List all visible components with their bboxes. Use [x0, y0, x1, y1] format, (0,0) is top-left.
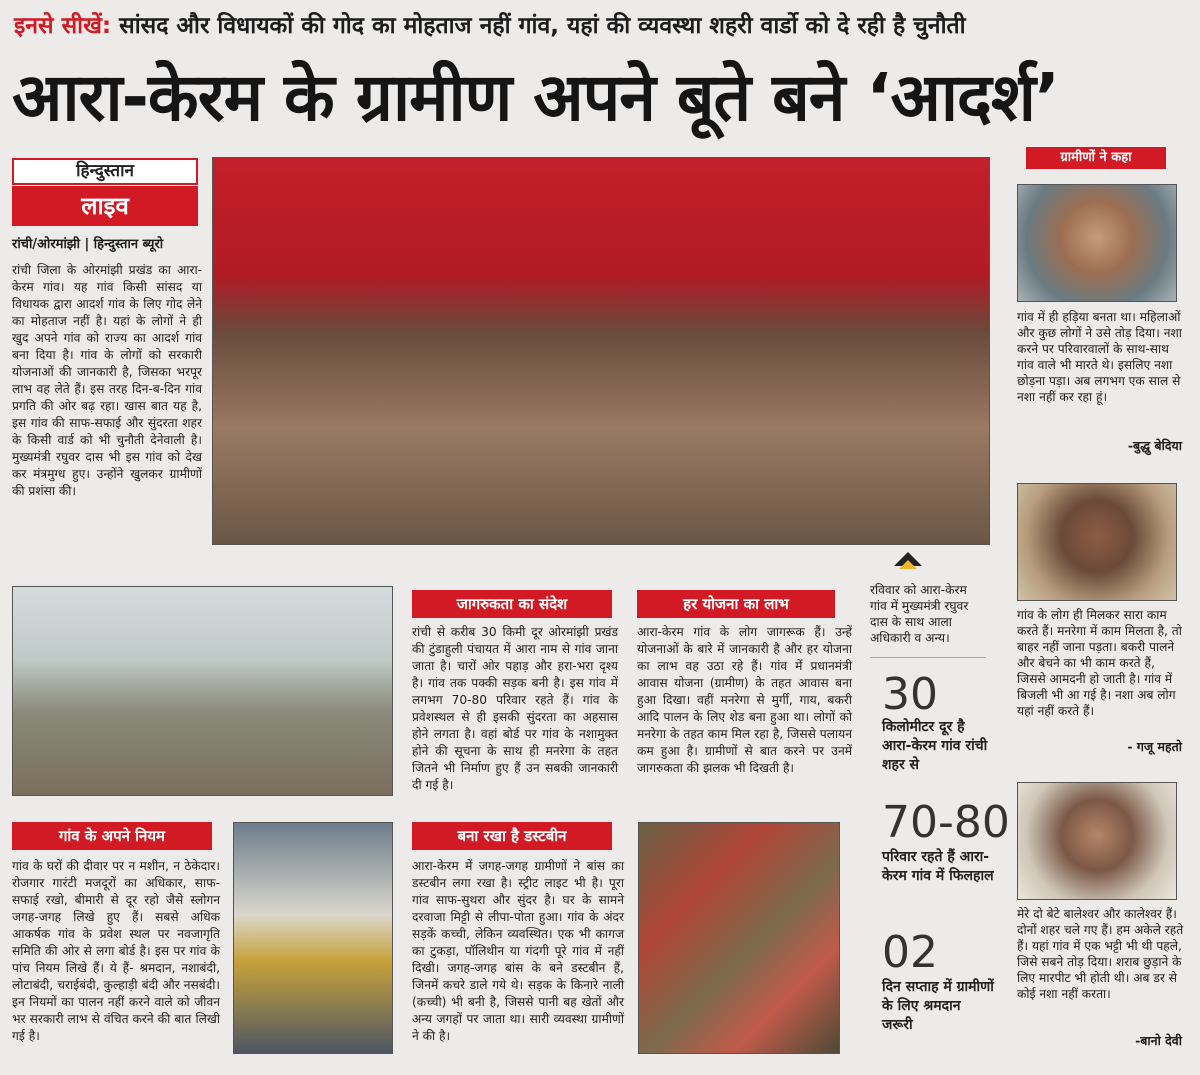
- villager-photo: [1017, 483, 1177, 601]
- main-photo: [212, 157, 990, 545]
- shop-photo: [233, 822, 393, 1054]
- headline: आरा-केरम के ग्रामीण अपने बूते बने ‘आदर्श’: [12, 59, 1059, 136]
- kicker: [14, 8, 966, 40]
- sidebar-title: ग्रामीणों ने कहा: [1026, 147, 1166, 169]
- section-body-niyam: गांव के घरों की दीवार पर न मशीन, न ठेकेदार। रोजगार गारंटी मजदूरों का अधिकार, साफ-सफाई रखो, बीमारी से दूर रहो जैसे स्लोगन जगह-जगह लिखे हुए हैं। सबसे अधिक आकर्षक गांव के प्रवेश स्थल पर नवजागृति समिति की ओर से लगा बोर्ड है। इस पर गांव के पांच नियम लिखे हैं। ये हैं- श्रमदान, नशाबंदी, लोटाबंदी, चराईबंदी, कुल्हाड़ी बंदी और नसबंदी। इन नियमों का पालन नहीं करने वाले को जीवन भर सरकारी लाभ से वंचित करने की बात लिखी गई है।: [12, 859, 220, 1043]
- fact-text: दिन सप्ताह में ग्रामीणों के लिए श्रमदान जरूरी: [882, 979, 994, 1033]
- brand-bottom: लाइव: [12, 186, 198, 226]
- section-title-yojana: हर योजना का लाभ: [637, 590, 835, 618]
- fact-number: 02: [882, 927, 938, 978]
- villager-name: -बानो देवी: [1135, 1033, 1182, 1048]
- villager-name: -बुद्धु बेदिया: [1127, 438, 1182, 453]
- brand-top: हिन्दुस्तान: [12, 158, 198, 185]
- fact-number: 30: [882, 669, 938, 720]
- villager-name: - गजू महतो: [1127, 739, 1182, 754]
- villager-quote: गांव के लोग ही मिलकर सारा काम करते हैं। मनरेगा में काम मिलता है, तो बाहर नहीं जाना पड़ता। बकरी पालने और बेचने का भी काम करते हैं, जिससे आमदनी हो जाती है। गांव में बिजली भी आ गई है। नशा अब लोग यहां नहीं करते हैं।: [1017, 608, 1182, 718]
- villager-quote: मेरे दो बेटे बालेश्वर और कालेश्वर हैं। दोनों शहर चले गए हैं। हम अकेले रहते हैं। यहां गांव में एक भट्टी भी थी पहले, जिसे सबने तोड़ दिया। शराब छुड़ाने के लिए मारपीट भी होती थी। अब डर से कोई नशा नहीं करता।: [1017, 907, 1184, 1001]
- kicker-label: इनसे सीखें:: [14, 13, 112, 39]
- kicker-text: सांसद और विधायकों की गोद का मोहताज नहीं गांव, यहां की व्यवस्था शहरी वार्डो को दे रही है चुनौती: [119, 13, 966, 39]
- section-title-jagrukta: जागरुकता का संदेश: [412, 590, 612, 618]
- fact-text: किलोमीटर दूर है आरा-केरम गांव रांची शहर से: [882, 719, 988, 773]
- divider: [870, 657, 986, 658]
- dustbin-photo: [638, 822, 840, 1054]
- section-body-yojana: आरा-केरम गांव के लोग जागरूक हैं। उन्हें योजनाओं के बारे में जानकारी है और हर योजना का लाभ वह उठा रहे हैं। गांव में प्रधानमंत्री आवास योजना (ग्रामीण) के तहत आवास बना हुआ दिखा। वहीं मनरेगा से मुर्गी, गाय, बकरी आदि पालन के लिए शेड बना हुआ था। लोगों को मनरेगा के तहत काम मिल रहा है, जिससे पलायन कम हुआ है। ग्रामीणों से बात करने पर उनमें जागरुकता की झलक भी दिखती है।: [637, 625, 852, 775]
- village-photo: [12, 586, 393, 796]
- main-photo-caption: रविवार को आरा-केरम गांव में मुख्यमंत्री रघुवर दास के साथ आला अधिकारी व अन्य।: [870, 583, 969, 645]
- section-title-niyam: गांव के अपने नियम: [12, 822, 212, 850]
- villager-photo: [1017, 782, 1177, 900]
- intro-text: रांची जिला के ओरमांझी प्रखंड का आरा-केरम गांव। यह गांव किसी सांसद या विधायक द्वारा आदर्श गांव के लिए गोद लेने का मोहताज नहीं है। यहां के लोगों ने ही खुद अपने गांव को राज्य का आदर्श गांव बना दिया है। गांव के लोगों को सरकारी योजनाओं की जानकारी है, जिसका भरपूर लाभ वह लेते हैं। इस तरह दिन-ब-दिन गांव प्रगति की ओर बढ़ रहा। खास बात यह है, इस गांव की साफ-सफाई और सुंदरता शहर के किसी वार्ड को भी चुनौती देनेवाली है। मुख्यमंत्री रघुवर दास भी इस गांव को देख कर मंत्रमुग्ध हुए। उन्होंने खुलकर ग्रामीणों की प्रशंसा की।: [12, 263, 202, 498]
- fact-text: परिवार रहते हैं आरा-केरम गांव में फिलहाल: [882, 849, 994, 884]
- section-body-dustbin: आरा-केरम में जगह-जगह ग्रामीणों ने बांस का डस्टबीन लगा रखा है। स्ट्रीट लाइट भी है। पूरा गांव साफ-सुथरा और सुंदर है। घर के सामने दरवाजा मिट्टी से लीपा-पोता हुआ। गांव के अंदर सड़कें कच्ची, लेकिन व्यवस्थित। एक भी कागज का टुकड़ा, पॉलिथीन या गंदगी पूरे गांव में नहीं दिखी। जगह-जगह बांस के बने डस्टबीन हैं, जिनमें कचरे डाले गये थे। सड़क के किनारे नाली (कच्ची) भी बनी है, जिससे पानी बह खेतों और अन्य जगहों पर जाता था। सारी व्यवस्था ग्रामीणों ने की है।: [412, 859, 624, 1043]
- fact-number: 70-80: [882, 797, 1010, 848]
- caption-arrow-accent-icon: [899, 560, 917, 569]
- villager-photo: [1017, 184, 1177, 302]
- villager-quote: गांव में ही हड़िया बनता था। महिलाओं और कुछ लोगों ने उसे तोड़ दिया। नशा करने पर परिवारवालों के साथ-साथ गांव वाले भी मारते थे। इसलिए नशा छोड़ना पड़ा। अब लगभग एक साल से नशा नहीं कर रहा हूं।: [1017, 310, 1182, 404]
- dateline: रांची/ओरमांझी | हिन्दुस्तान ब्यूरो: [12, 237, 164, 252]
- section-body-jagrukta: रांची से करीब 30 किमी दूर ओरमांझी प्रखंड की टुंडाहुली पंचायत में आरा नाम से गांव जाना जाता है। चारों ओर पहाड़ और हरा-भरा दृश्य है। गांव तक पक्की सड़क बनी है। इस गांव में लगभग 70-80 परिवार रहते हैं। गांव के प्रवेशस्थल से ही इसकी सुंदरता का अहसास होने लगता है। वहां बोर्ड पर गांव के नशामुक्त होने की सूचना के साथ ही मनरेगा के तहत जितने भी निर्माण हुए हैं उन सबकी जानकारी दी गई है।: [412, 625, 618, 792]
- section-title-dustbin: बना रखा है डस्टबीन: [412, 822, 612, 850]
